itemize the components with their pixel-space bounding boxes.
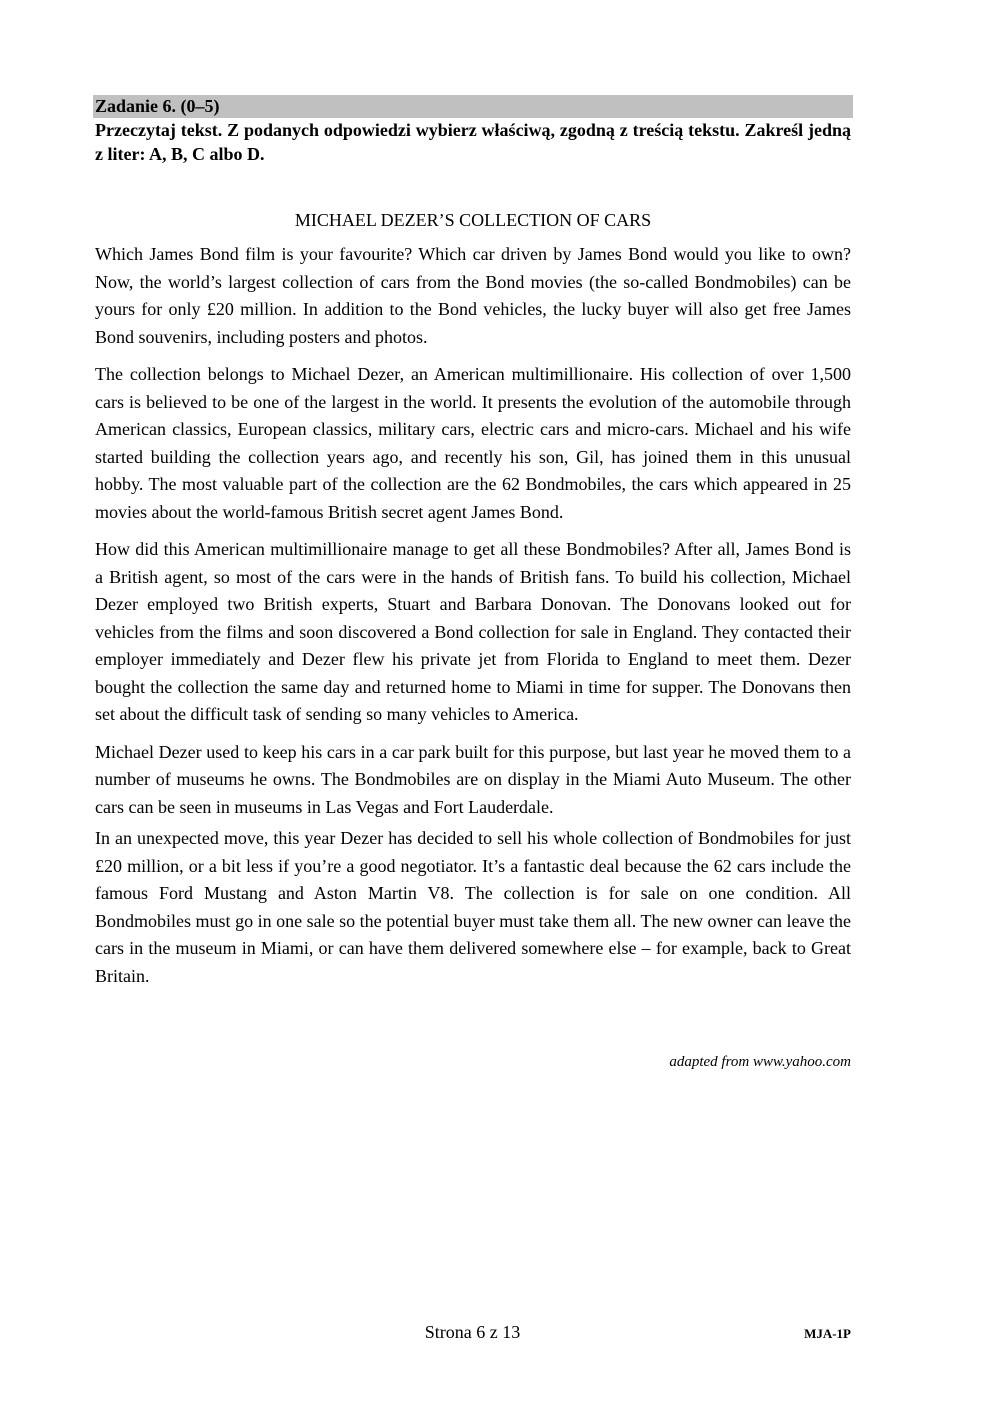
article-paragraph: Which James Bond film is your favourite? Which car driven by James Bond would you like to own? Now, the world’s largest collection of cars from the Bond movies (the so-called Bondmobiles) can be yours for only £20 million. In addition to the Bond vehicles, the lucky buyer will also get free James Bond souvenirs, including posters and photos.: [95, 244, 851, 347]
page-number: Strona 6 z 13: [424, 1322, 521, 1342]
article-title: MICHAEL DEZER’S COLLECTION OF CARS: [294, 210, 652, 230]
article-paragraph: Michael Dezer used to keep his cars in a car park built for this purpose, but last year he moved them to a number of museums he owns. The Bondmobiles are on display in the Miami Auto Museum. The other cars can be seen in museums in Las Vegas and Fort Lauderdale.: [95, 741, 851, 817]
document-code: MJA-1P: [804, 1326, 851, 1341]
article-paragraph: In an unexpected move, this year Dezer has decided to sell his whole collection of Bondmobiles for just £20 million, or a bit less if you’re a good negotiator. It’s a fantastic deal because the 62 cars include the famous Ford Mustang and Aston Martin V8. The collection is for sale on one condition. All Bondmobiles must go in one sale so the potential buyer must take them all. The new owner can leave the cars in the museum in Miami, or can have them delivered somewhere else – for example, back to Great Britain.: [95, 828, 851, 986]
article-paragraph: How did this American multimillionaire manage to get all these Bondmobiles? After all, James Bond is a British agent, so most of the cars were in the hands of British fans. To build his collection, Michael Dezer employed two British experts, Stuart and Barbara Donovan. The Donovans looked out for vehicles from the films and soon discovered a Bond collection for sale in England. They contacted their employer immediately and Dezer flew his private jet from Florida to England to meet them. Dezer bought the collection the same day and returned home to Miami in time for supper. The Donovans then set about the difficult task of sending so many vehicles to America.: [95, 539, 851, 724]
task-title: Zadanie 6. (0–5): [95, 96, 220, 116]
article-source: adapted from www.yahoo.com: [669, 1054, 851, 1070]
article-paragraph: The collection belongs to Michael Dezer, an American multimillionaire. His collection of over 1,500 cars is believed to be one of the largest in the world. It presents the evolution of the automobile through American classics, European classics, military cars, electric cars and micro-cars. Michael and his wife started building the collection years ago, and recently his son, Gil, has joined them in this unusual hobby. The most valuable part of the collection are the 62 Bondmobiles, the cars which appeared in 25 movies about the world-famous British secret agent James Bond.: [95, 364, 851, 522]
article-body: [95, 241, 851, 1000]
task-header-bar: [93, 95, 853, 118]
task-instruction: Przeczytaj tekst. Z podanych odpowiedzi wybierz właściwą, zgodną z treścią tekstu. Zakreśl jedną z liter: A, B, C albo D.: [95, 120, 851, 164]
